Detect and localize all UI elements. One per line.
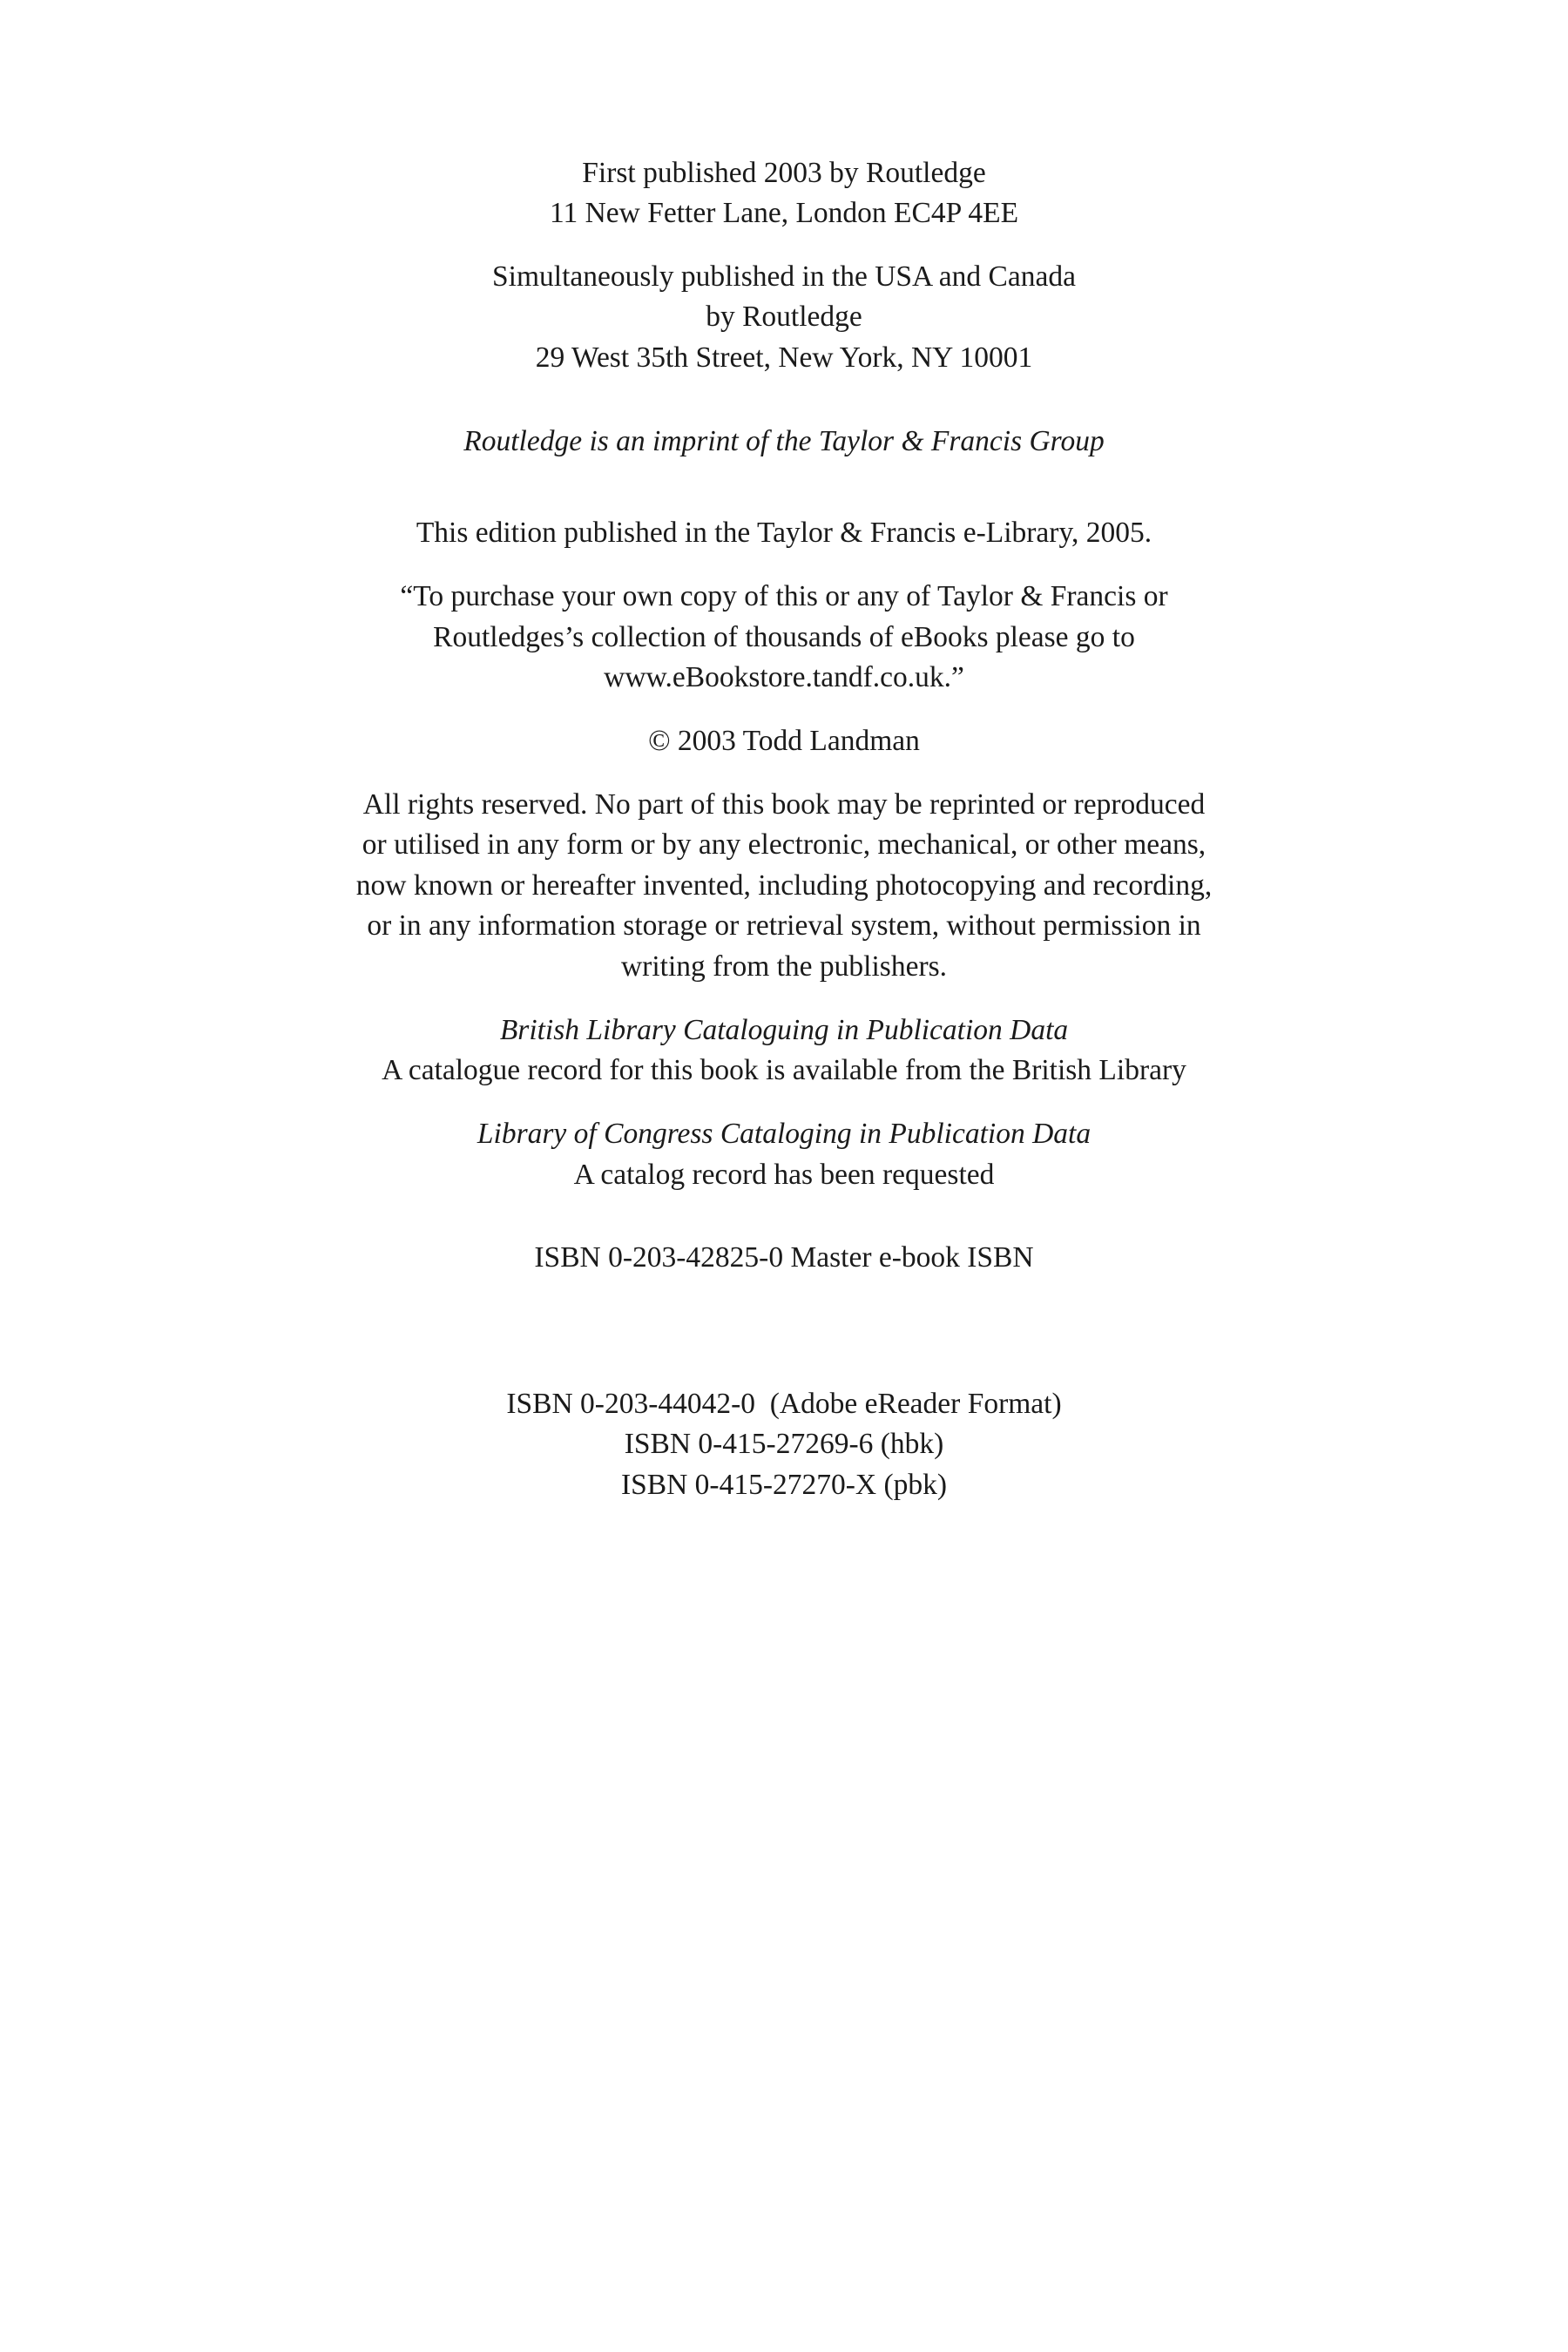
us-address-line: 29 West 35th Street, New York, NY 10001 [535, 341, 1033, 374]
rights-line-1: All rights reserved. No part of this book may be reprinted or reproduced [362, 788, 1206, 821]
imprint-note: Routledge is an imprint of the Taylor & Francis Group [463, 425, 1105, 457]
rights-line-3: now known or hereafter invented, including photocopying and recording, [355, 869, 1213, 902]
simultaneous-publication-line: Simultaneously published in the USA and Canada [492, 260, 1076, 293]
british-library-heading: British Library Cataloguing in Publication Data [499, 1014, 1069, 1046]
isbn-hbk: ISBN 0-415-27269-6 (hbk) [624, 1428, 944, 1460]
first-published-line: First published 2003 by Routledge [582, 157, 986, 189]
isbn-master: ISBN 0-203-42825-0 Master e-book ISBN [534, 1241, 1034, 1274]
isbn-adobe: ISBN 0-203-44042-0 (Adobe eReader Format) [506, 1388, 1062, 1420]
copyright-notice: © 2003 Todd Landman [648, 725, 920, 757]
simultaneous-publisher-line: by Routledge [706, 301, 862, 333]
uk-address-line: 11 New Fetter Lane, London EC4P 4EE [549, 197, 1019, 229]
ebook-edition-line: This edition published in the Taylor & Francis e-Library, 2005. [416, 517, 1152, 549]
purchase-note-line-1: “To purchase your own copy of this or any of Taylor & Francis or [400, 580, 1168, 612]
library-of-congress-text: A catalog record has been requested [573, 1159, 995, 1191]
purchase-note-line-3: www.eBookstore.tandf.co.uk.” [604, 661, 964, 693]
rights-line-5: writing from the publishers. [620, 950, 948, 983]
purchase-note-line-2: Routledges’s collection of thousands of eBooks please go to [433, 621, 1135, 653]
library-of-congress-heading: Library of Congress Cataloging in Publication Data [476, 1118, 1092, 1150]
british-library-text: A catalogue record for this book is available from the British Library [382, 1054, 1186, 1086]
rights-line-4: or in any information storage or retrieval system, without permission in [367, 909, 1201, 942]
rights-line-2: or utilised in any form or by any electronic, mechanical, or other means, [362, 828, 1206, 861]
isbn-pbk: ISBN 0-415-27270-X (pbk) [620, 1469, 948, 1501]
